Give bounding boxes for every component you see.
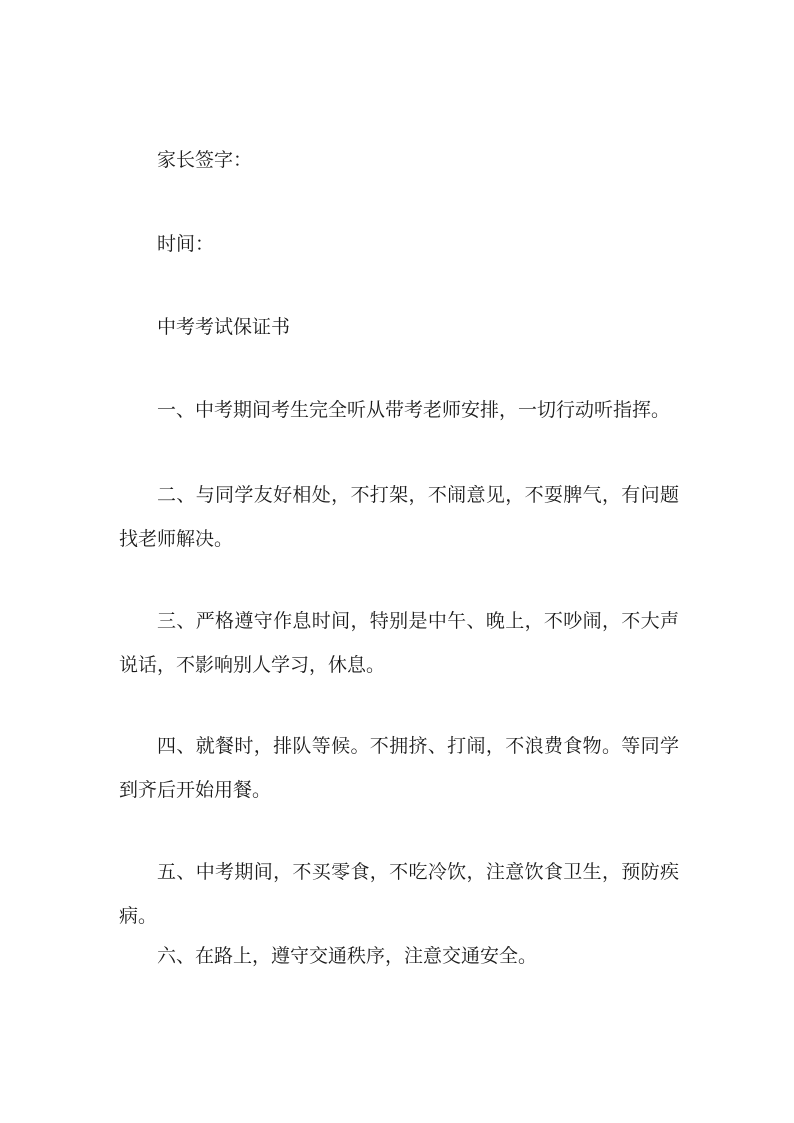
parent-signature-label: 家长签字： (157, 149, 253, 171)
guarantee-item-3: 三、严格遵守作息时间，特别是中午、晚上，不吵闹，不大声说话，不影响别人学习，休息。 (119, 610, 679, 676)
guarantee-item-5: 五、中考期间，不买零食，不吃冷饮，注意饮食卫生，预防疾病。 (119, 861, 679, 927)
guarantee-item-4: 四、就餐时，排队等候。不拥挤、打闹，不浪费食物。等同学到齐后开始用餐。 (119, 735, 679, 801)
document-title: 中考考试保证书 (157, 316, 291, 338)
guarantee-item-6: 六、在路上，遵守交通秩序，注意交通安全。 (157, 945, 538, 967)
time-label: 时间： (157, 233, 215, 255)
guarantee-item-2: 二、与同学友好相处，不打架，不闹意见，不耍脾气，有问题找老师解决。 (119, 484, 679, 550)
guarantee-item-1: 一、中考期间考生完全听从带考老师安排，一切行动听指挥。 (157, 399, 671, 421)
